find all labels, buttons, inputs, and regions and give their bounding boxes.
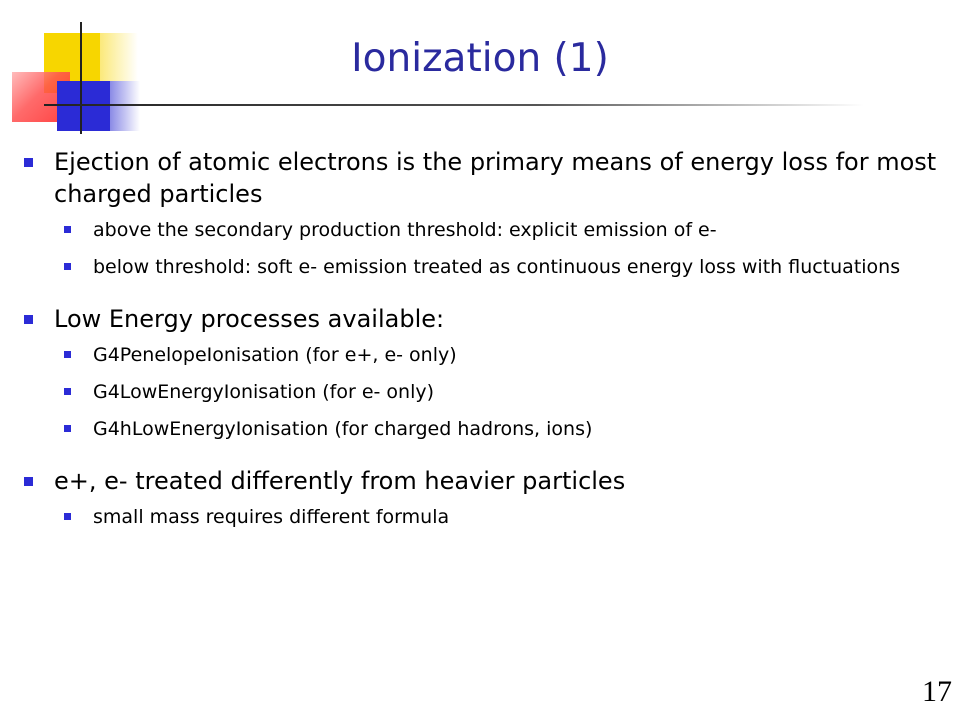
bullet-level2 bbox=[24, 415, 954, 443]
bullet-level1 bbox=[24, 465, 954, 497]
bullet-text: Ejection of atomic electrons is the primary means of energy loss for most charged particles bbox=[54, 148, 937, 208]
bullet-level2 bbox=[24, 253, 954, 281]
bullet-square-icon bbox=[24, 315, 33, 324]
bullet-square-icon bbox=[24, 158, 33, 167]
bullet-text: e+, e- treated differently from heavier particles bbox=[54, 467, 626, 495]
bullet-level1 bbox=[24, 303, 954, 335]
slide-title: Ionization (1) bbox=[351, 36, 609, 81]
bullet-square-icon bbox=[64, 351, 71, 358]
bullet-text: G4PenelopeIonisation (for e+, e- only) bbox=[93, 344, 457, 366]
bullet-square-icon bbox=[64, 226, 71, 233]
bullet-text: above the secondary production threshold: explicit emission of e- bbox=[93, 219, 717, 241]
bullet-square-icon bbox=[64, 513, 71, 520]
bullet-level2 bbox=[24, 216, 954, 244]
bullet-square-icon bbox=[64, 388, 71, 395]
bullet-square-icon bbox=[64, 425, 71, 432]
logo-blue-square bbox=[57, 81, 112, 131]
bullet-level1 bbox=[24, 146, 954, 210]
bullet-square-icon bbox=[64, 263, 71, 270]
bullet-text: G4hLowEnergyIonisation (for charged hadrons, ions) bbox=[93, 418, 593, 440]
bullet-level2 bbox=[24, 503, 954, 531]
title-underline bbox=[44, 104, 864, 106]
slide-body bbox=[24, 146, 954, 531]
bullet-level2 bbox=[24, 341, 954, 369]
bullet-text: small mass requires different formula bbox=[93, 506, 450, 528]
bullet-text: below threshold: soft e- emission treated as continuous energy loss with fluctuations bbox=[93, 256, 901, 278]
bullet-text: G4LowEnergyIonisation (for e- only) bbox=[93, 381, 435, 403]
bullet-text: Low Energy processes available: bbox=[54, 305, 445, 333]
page-number: 17 bbox=[922, 675, 952, 708]
bullet-square-icon bbox=[24, 477, 33, 486]
logo-blue-fade bbox=[110, 81, 140, 131]
bullet-level2 bbox=[24, 378, 954, 406]
